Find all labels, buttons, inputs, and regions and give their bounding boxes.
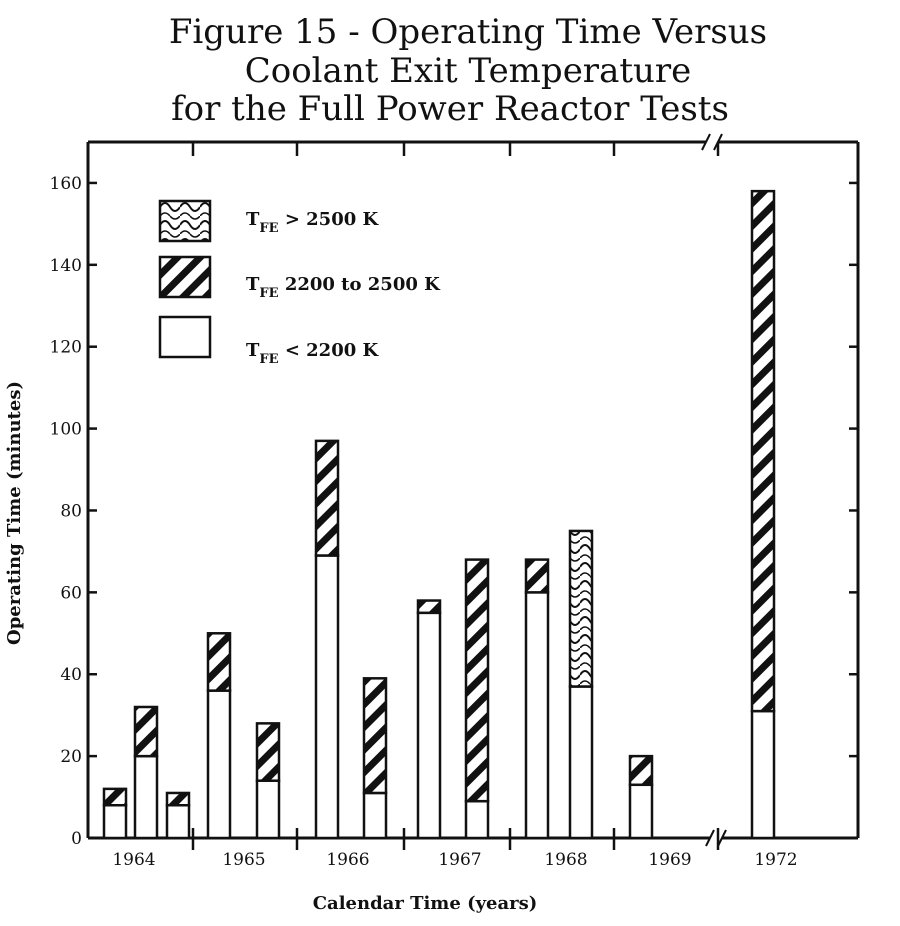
bar-segment-from-2200-to-2500 (364, 678, 386, 793)
bar-1968 (570, 531, 592, 838)
legend-label: $T_{FE} > 2500$ K (246, 209, 379, 236)
bar-segment-below-2200 (316, 556, 338, 838)
bar-segment-from-2200-to-2500 (316, 441, 338, 556)
x-tick-label: 1966 (326, 850, 370, 870)
y-tick-label: 20 (60, 747, 82, 768)
chart-title-line-2: Coolant Exit Temperature (244, 51, 692, 91)
y-tick-label: 60 (60, 583, 82, 604)
bar-segment-below-2200 (135, 756, 157, 838)
y-tick-label: 100 (49, 419, 82, 440)
x-axis-title: Calendar Time (years) (312, 893, 538, 914)
bar-1964 (104, 789, 126, 838)
legend (160, 201, 441, 367)
bar-1969 (630, 756, 652, 838)
bar-segment-below-2200 (208, 691, 230, 838)
legend-swatch-hatch (160, 257, 210, 297)
bar-1965 (257, 723, 279, 838)
y-tick-label: 0 (71, 829, 82, 849)
bar-segment-from-2200-to-2500 (135, 707, 157, 756)
bar-segment-from-2200-to-2500 (752, 191, 774, 711)
y-tick-label: 80 (60, 501, 82, 522)
legend-swatch-empty (160, 317, 210, 357)
bar-1964 (167, 793, 189, 838)
chart-title-line-3: for the Full Power Reactor Tests (171, 89, 729, 129)
bar-1966 (316, 441, 338, 838)
bar-1964 (135, 707, 157, 838)
x-tick-label: 1969 (648, 850, 692, 870)
bar-segment-below-2200 (630, 785, 652, 838)
x-tick-label: 1968 (544, 850, 588, 870)
bar-segment-below-2200 (526, 592, 548, 838)
chart-title-line-1: Figure 15 - Operating Time Versus (168, 12, 768, 52)
legend-label: $T_{FE}$ 2200 to 2500 K (246, 274, 440, 301)
bar-segment-below-2200 (570, 687, 592, 838)
y-tick-label: 140 (49, 255, 82, 276)
bar-segment-below-2200 (104, 805, 126, 838)
bar-segment-from-2200-to-2500 (167, 793, 189, 805)
bar-segment-from-2200-to-2500 (257, 723, 279, 780)
bar-segment-below-2200 (466, 801, 488, 838)
bar-segment-below-2200 (167, 805, 189, 838)
y-tick-label: 40 (60, 665, 82, 686)
bar-segment-below-2200 (418, 613, 440, 838)
bar-segment-from-2200-to-2500 (418, 601, 440, 613)
x-tick-label: 1972 (754, 850, 798, 870)
x-tick-label: 1964 (112, 850, 156, 870)
x-tick-label: 1967 (438, 850, 482, 870)
bar-segment-from-2200-to-2500 (104, 789, 126, 805)
y-axis-title: Operating Time (minutes) (4, 381, 25, 645)
y-tick-label: 160 (49, 173, 82, 194)
legend-label: $T_{FE} < 2200$ K (246, 340, 379, 367)
bar-1968 (526, 560, 548, 838)
bar-1965 (208, 633, 230, 838)
bar-segment-below-2200 (257, 781, 279, 838)
bar-1966 (364, 678, 386, 838)
bar-segment-above-2500 (570, 531, 592, 687)
bar-segment-from-2200-to-2500 (630, 756, 652, 785)
legend-swatch-scalloped (160, 201, 210, 241)
bar-1967 (466, 560, 488, 838)
bar-segment-from-2200-to-2500 (208, 633, 230, 690)
bar-segment-from-2200-to-2500 (526, 560, 548, 593)
bar-1967 (418, 601, 440, 838)
bar-segment-below-2200 (752, 711, 774, 838)
x-tick-label: 1965 (222, 850, 266, 870)
bar-segment-from-2200-to-2500 (466, 560, 488, 802)
bar-1972 (752, 191, 774, 838)
bar-segment-below-2200 (364, 793, 386, 838)
axis-break-bottom (706, 830, 726, 846)
y-tick-label: 120 (49, 337, 82, 358)
